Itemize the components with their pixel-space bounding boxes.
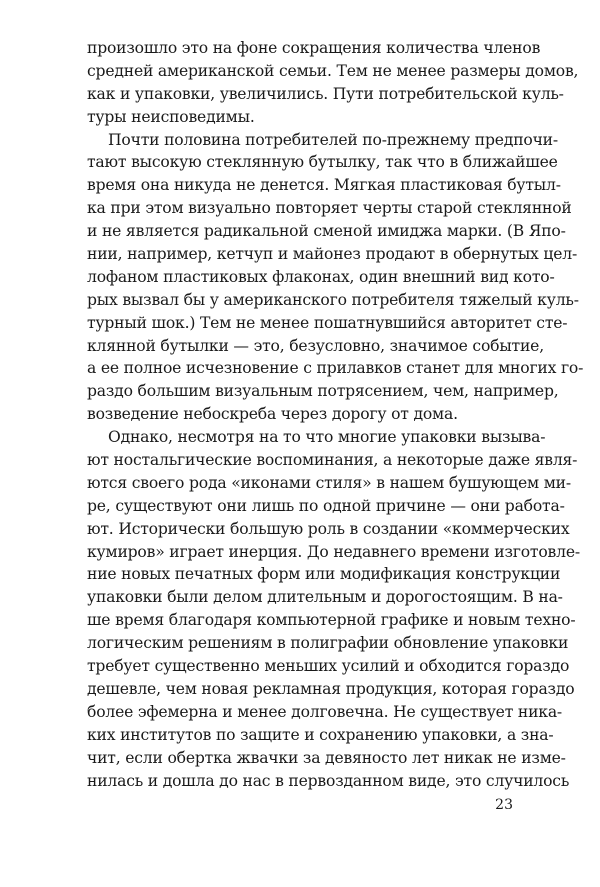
- text-line: средней американской семьи. Тем не менее размеры домов,: [87, 61, 579, 80]
- page-body-text: [87, 37, 584, 792]
- text-line: произошло это на фоне сокращения количества членов: [87, 39, 541, 57]
- text-line: ше время благодаря компьютерной графике и новым техно-: [87, 611, 576, 630]
- text-line: а ее полное исчезновение с прилавков станет для многих го-: [87, 359, 584, 378]
- text-line: ние новых печатных форм или модификация конструкции: [87, 565, 561, 584]
- text-line: более эфемерна и менее долговечна. Не существует ника-: [87, 702, 562, 721]
- paragraph: [87, 129, 584, 427]
- text-line: рых вызвал бы у американского потребителя тяжелый куль-: [87, 290, 579, 309]
- text-line: турный шок.) Тем не менее пошатнувшийся авторитет сте-: [87, 313, 568, 332]
- text-line: ка при этом визуально повторяет черты старой стеклянной: [87, 199, 572, 218]
- paragraph: [87, 426, 580, 792]
- text-line: и не является радикальной сменой имиджа марки. (В Япо-: [87, 222, 566, 241]
- text-line: туры неисповедимы.: [87, 107, 255, 126]
- text-line: клянной бутылки — это, безусловно, значимое событие,: [87, 336, 544, 355]
- text-line: раздо большим визуальным потрясением, чем, например,: [87, 382, 559, 401]
- text-line: нилась и дошла до нас в первозданном виде, это случилось: [87, 771, 570, 790]
- text-line: дешевле, чем новая рекламная продукция, которая гораздо: [87, 679, 575, 698]
- text-line: Почти половина потребителей по-прежнему предпочи-: [108, 130, 558, 149]
- text-line: возведение небоскреба через дорогу от дома.: [87, 405, 458, 424]
- text-line: как и упаковки, увеличились. Пути потребительской куль-: [87, 84, 564, 103]
- text-line: лофаном пластиковых флаконах, один внешний вид кото-: [87, 267, 555, 286]
- text-line: кумиров» играет инерция. До недавнего времени изготовле-: [87, 542, 580, 561]
- text-line: логическим решениям в полиграфии обновление упаковки: [87, 634, 569, 653]
- text-line: ются своего рода «иконами стиля» в нашем бушующем ми-: [87, 473, 571, 492]
- page-number: 23: [495, 797, 513, 813]
- text-line: ре, существуют они лишь по одной причине — они работа-: [87, 496, 565, 515]
- text-line: ких институтов по защите и сохранению упаковки, а зна-: [87, 725, 554, 744]
- text-line: нии, например, кетчуп и майонез продают в обернутых цел-: [87, 245, 578, 264]
- paragraph: [87, 37, 579, 129]
- text-line: ют. Исторически большую роль в создании «коммерческих: [87, 519, 570, 538]
- text-line: время она никуда не денется. Мягкая пластиковая бутыл-: [87, 176, 561, 195]
- text-line: ют ностальгические воспоминания, а некоторые даже явля-: [87, 451, 578, 470]
- text-line: требует существенно меньших усилий и обходится гораздо: [87, 657, 570, 676]
- text-line: Однако, несмотря на то что многие упаковки вызыва-: [108, 428, 546, 447]
- text-line: тают высокую стеклянную бутылку, так что в ближайшее: [87, 153, 558, 172]
- text-line: чит, если обертка жвачки за девяносто лет никак не изме-: [87, 748, 566, 767]
- text-line: упаковки были делом длительным и дорогостоящим. В на-: [87, 588, 563, 607]
